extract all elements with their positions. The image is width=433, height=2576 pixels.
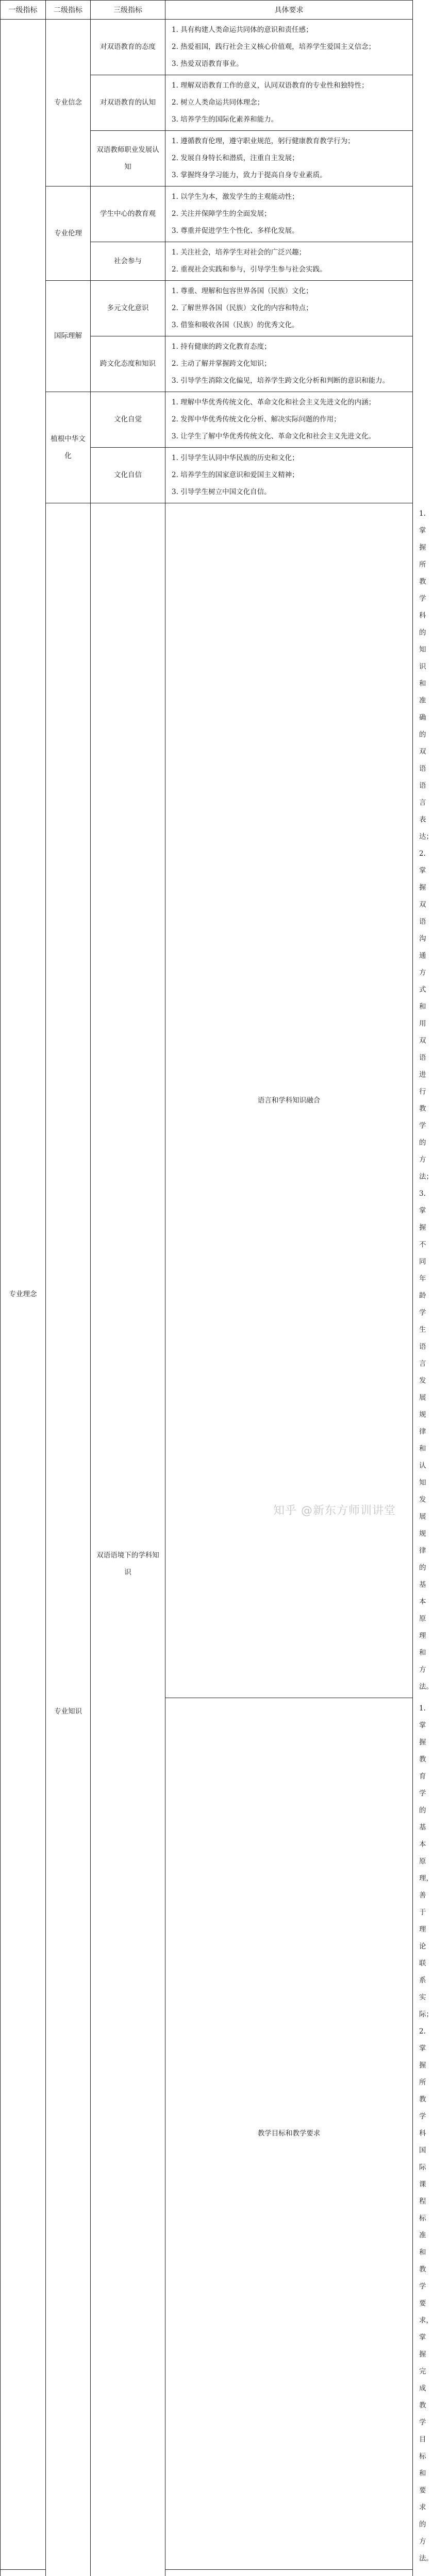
level3-indicator: 学生中心的教育观 (91, 187, 165, 242)
requirements-cell (165, 448, 413, 503)
table-row (1, 392, 413, 448)
level3-indicator: 语言和学科知识融合 (165, 503, 413, 1698)
table-row (1, 20, 413, 75)
requirements-cell (165, 392, 413, 448)
level2-indicator: 双语语境下的学科知识 (91, 503, 165, 2576)
requirements-cell (165, 75, 413, 131)
requirement-item: 1. 尊重、理解和包容世界各国（民族）文化； (172, 283, 408, 300)
level3-indicator (1, 2570, 46, 2576)
level3-indicator: 多元文化意识 (91, 281, 165, 336)
requirement-item: 2. 发展自身特长和潜质，注重自主发展； (172, 150, 408, 167)
requirement-item: 3. 引导学生消除文化偏见，培养学生跨文化分析和判断的意识和能力。 (172, 372, 408, 389)
requirement-item: 2. 树立人类命运共同体理念； (172, 94, 408, 111)
table-body (1, 20, 413, 2576)
header-level2: 二级指标 (46, 1, 91, 20)
level2-indicator: 专业信念 (46, 20, 91, 187)
level3-indicator: 跨文化态度和知识 (91, 336, 165, 392)
requirement-item: 1. 具有构建人类命运共同体的意识和责任感； (172, 22, 408, 39)
requirement-item: 1. 理解双语教育工作的意义，认同双语教育的专业性和独特性； (172, 77, 408, 94)
level2-indicator: 植根中华文化 (46, 392, 91, 503)
requirement-item: 3. 掌握终身学习能力，致力于提高自身专业素质。 (172, 167, 408, 184)
requirement-item: 1. 理解中华优秀传统文化、革命文化和社会主义先进文化的内涵； (172, 394, 408, 411)
requirement-item: 1. 持有健康的跨文化教育态度； (172, 338, 408, 355)
requirement-item: 3. 引导学生树立中国文化自信。 (172, 484, 408, 501)
requirement-item: 3. 让学生了解中华优秀传统文化、革命文化和社会主义先进文化。 (172, 428, 408, 445)
requirement-item: 2. 培养学生的国家意识和爱国主义精神； (172, 467, 408, 484)
level3-indicator: 文化自觉 (91, 392, 165, 448)
requirement-item: 2. 了解世界各国（民族）文化的内容和特点； (172, 300, 408, 317)
level3-indicator: 教学目标和教学要求 (165, 1698, 413, 2570)
requirement-item: 2. 关注并保障学生的全面发展； (172, 206, 408, 223)
level3-indicator: 对双语教育的态度 (91, 20, 165, 75)
level1-indicator: 专业理念 (1, 20, 46, 2570)
requirement-item: 1. 遵循教育伦理，遵守职业规范，躬行健康教育教学行为； (172, 133, 408, 150)
requirements-cell (165, 281, 413, 336)
requirement-item: 3. 借鉴和吸收各国（民族）的优秀文化。 (172, 317, 408, 334)
level3-indicator: 社会参与 (91, 242, 165, 281)
requirements-cell (165, 187, 413, 242)
header-level3: 三级指标 (91, 1, 165, 20)
requirement-item: 2. 主动了解并掌握跨文化知识； (172, 355, 408, 372)
requirement-item: 3. 尊重并促进学生个性化、多样化发展。 (172, 223, 408, 240)
requirement-item: 2. 重视社会实践和参与，引导学生参与社会实践。 (172, 261, 408, 278)
requirement-item: 1. 关注社会，培养学生对社会的广泛兴趣； (172, 244, 408, 261)
header-level1: 一级指标 (1, 1, 46, 20)
watermark: 知乎 @新东方师训讲堂 (273, 1502, 396, 1518)
level3-indicator: 文化自信 (91, 448, 165, 503)
table-row: 教学目标和教学要求 1. 掌握教育学的基本原理，善于理论联系实际； 2. 掌握所教学科国际课程标准和教学要求，掌握完成教学目标和要求的方法。 (1, 1698, 413, 2570)
level1-indicator: 专业知识 (46, 503, 91, 2576)
table-row: 专业知识 双语语境下的学科知识 语言和学科知识融合 1. 掌握所教学科的知识和准确的双语语言表达； 2. 掌握双语沟通方式和用双语进行教学的方法； 3. 掌握不同年龄学生语言发展规律和认知发展规律的基本原理和方法。 (1, 503, 413, 1698)
table-row (1, 187, 413, 242)
requirements-cell (165, 336, 413, 392)
requirements-cell (165, 242, 413, 281)
requirement-item: 3. 热爱双语教育事业。 (172, 56, 408, 73)
requirements-cell (165, 20, 413, 75)
requirement-item: 1. 引导学生认同中华民族的历史和文化； (172, 450, 408, 467)
table-header-row (1, 1, 413, 20)
level2-indicator: 专业伦理 (46, 187, 91, 281)
requirements-cell (165, 2570, 413, 2576)
requirement-item (172, 2572, 408, 2576)
table-row (1, 281, 413, 336)
requirement-item: 2. 热爱祖国，践行社会主义核心价值观，培养学生爱国主义信念； (172, 39, 408, 56)
requirements-cell (165, 131, 413, 187)
requirement-item: 3. 培养学生的国际化素养和能力。 (172, 111, 408, 128)
requirement-item: 2. 发挥中华优秀传统文化分析、解决实际问题的作用； (172, 411, 408, 428)
level3-indicator: 对双语教育的认知 (91, 75, 165, 131)
level3-indicator: 双语教师职业发展认知 (91, 131, 165, 187)
level2-indicator: 国际理解 (46, 281, 91, 392)
requirement-item: 1. 以学生为本，激发学生的主观能动性； (172, 189, 408, 206)
header-requirements: 具体要求 (165, 1, 413, 20)
